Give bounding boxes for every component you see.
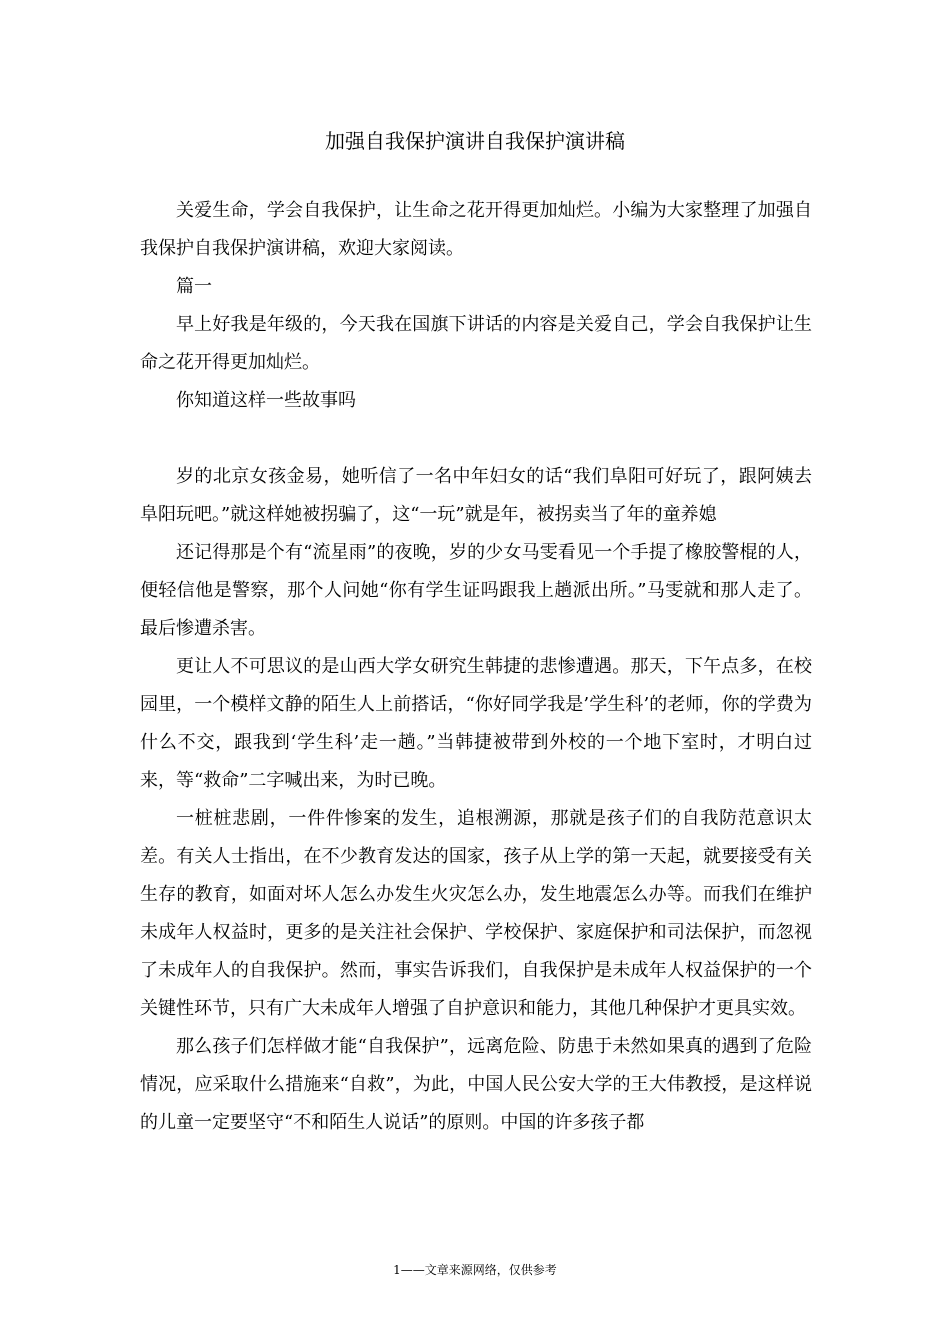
paragraph-analysis: 一桩桩悲剧，一件件惨案的发生，追根溯源，那就是孩子们的自我防范意识太差。有关人士指出，在不少教育发达的国家，孩子从上学的第一天起，就要接受有关生存的教育，如面对坏人怎么办发生火灾怎么办，发生地震怎么办等。而我们在维护未成年人权益时，更多的是关注社会保护、学校保护、家庭保护和司法保护，而忽视了未成年人的自我保护。然而，事实告诉我们，自我保护是未成年人权益保护的一个关键性环节，只有广大未成年人增强了自护意识和能力，其他几种保护才更具实效。	[140, 808, 812, 1019]
paragraph-story-1: 岁的北京女孩金易，她听信了一名中年妇女的话“我们阜阳可好玩了，跟阿姨去阜阳玩吧。”就这样她被拐骗了，这“一玩”就是年，被拐卖当了年的童养媳	[140, 466, 812, 525]
paragraph-intro: 关爱生命，学会自我保护，让生命之花开得更加灿烂。小编为大家整理了加强自我保护自我保护演讲稿，欢迎大家阅读。	[140, 200, 812, 259]
paragraph-section-heading: 篇一	[176, 276, 212, 297]
document-body	[140, 192, 812, 1142]
paragraph-question: 你知道这样一些故事吗	[176, 390, 356, 411]
paragraph-story-3: 更让人不可思议的是山西大学女研究生韩捷的悲惨遭遇。那天，下午点多，在校园里，一个模样文静的陌生人上前搭话，“你好同学我是’学生科’的老师，你的学费为什么不交，跟我到‘学生科’走一趟。”当韩捷被带到外校的一个地下室时，才明白过来，等“救命”二字喊出来，为时已晚。	[140, 656, 812, 791]
document-title: 加强自我保护演讲自我保护演讲稿	[325, 129, 625, 153]
paragraph-greeting: 早上好我是年级的，今天我在国旗下讲话的内容是关爱自己，学会自我保护让生命之花开得更加灿烂。	[140, 314, 812, 373]
paragraph-advice: 那么孩子们怎样做才能“自我保护”，远离危险、防患于未然如果真的遇到了危险情况，应采取什么措施来“自救”，为此，中国人民公安大学的王大伟教授，是这样说的儿童一定要坚守“不和陌生人说话”的原则。中国的许多孩子都	[140, 1036, 812, 1133]
page-footer: 1——文章来源网络，仅供参考	[393, 1263, 557, 1277]
paragraph-story-2: 还记得那是个有“流星雨”的夜晚，岁的少女马雯看见一个手提了橡胶警棍的人，便轻信他是警察，那个人问她“你有学生证吗跟我上趟派出所。”马雯就和那人走了。最后惨遭杀害。	[140, 542, 812, 639]
